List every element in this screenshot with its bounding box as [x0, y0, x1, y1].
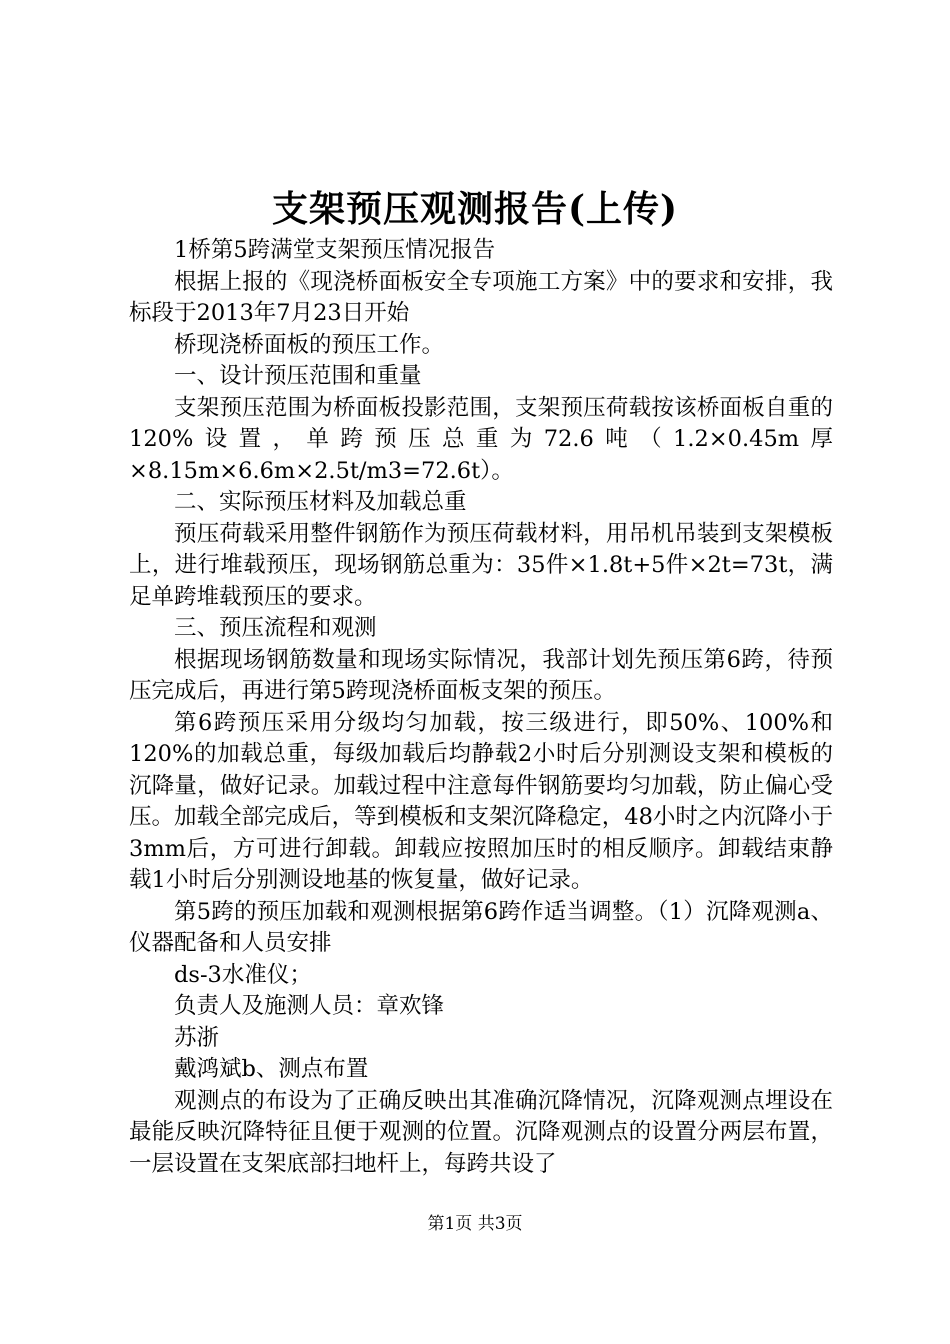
- document-body: [129, 235, 833, 1180]
- paragraph: 1桥第5跨满堂支架预压情况报告: [174, 237, 496, 263]
- paragraph: 根据上报的《现浇桥面板安全专项施工方案》中的要求和安排，我标段于2013年7月23日开始: [129, 268, 833, 326]
- paragraph: ds-3水准仪；: [174, 961, 312, 988]
- paragraph: 第6跨预压采用分级均匀加载，按三级进行，即50%、100%和120%的加载总重，每级加载后均静载2小时后分别测设支架和模板的沉降量，做好记录。加载过程中注意每件钢筋要均匀加载，防止偏心受压。加载全部完成后，等到模板和支架沉降稳定，48小时之内沉降小于3mm后，方可进行卸载。卸载应按照加压时的相反顺序。卸载结束静载1小时后分别测设地基的恢复量，做好记录。: [129, 709, 833, 893]
- paragraph: 根据现场钢筋数量和现场实际情况，我部计划先预压第6跨，待预压完成后，再进行第5跨现浇桥面板支架的预压。: [129, 646, 833, 704]
- page-number-footer: 第1页 共3页: [427, 1214, 523, 1234]
- paragraph: 苏浙: [174, 1024, 220, 1051]
- paragraph: 预压荷载采用整件钢筋作为预压荷载材料，用吊机吊装到支架模板上，进行堆载预压，现场钢筋总重为：35件×1.8t+5件×2t=73t，满足单跨堆载预压的要求。: [129, 520, 833, 610]
- document-title: 支架预压观测报告(上传): [271, 188, 679, 230]
- section-heading: 三、预压流程和观测: [174, 615, 377, 641]
- section-heading: 二、实际预压材料及加载总重: [174, 489, 467, 515]
- paragraph: 观测点的布设为了正确反映出其准确沉降情况，沉降观测点埋设在最能反映沉降特征且便于观测的位置。沉降观测点的设置分两层布置，一层设置在支架底部扫地杆上，每跨共设了: [129, 1087, 833, 1177]
- paragraph: 负责人及施测人员：章欢锋: [174, 993, 445, 1019]
- paragraph: 戴鸿斌b、测点布置: [174, 1056, 369, 1082]
- paragraph: 第5跨的预压加载和观测根据第6跨作适当调整。（1）沉降观测a、仪器配备和人员安排: [129, 898, 833, 956]
- paragraph: 支架预压范围为桥面板投影范围，支架预压荷载按该桥面板自重的120%设置，单跨预压总重为72.6吨（1.2×0.45m厚×8.15m×6.6m×2.5t/m3=72.6t）。: [129, 394, 833, 484]
- section-heading: 一、设计预压范围和重量: [174, 363, 422, 389]
- paragraph: 桥现浇桥面板的预压工作。: [174, 331, 445, 358]
